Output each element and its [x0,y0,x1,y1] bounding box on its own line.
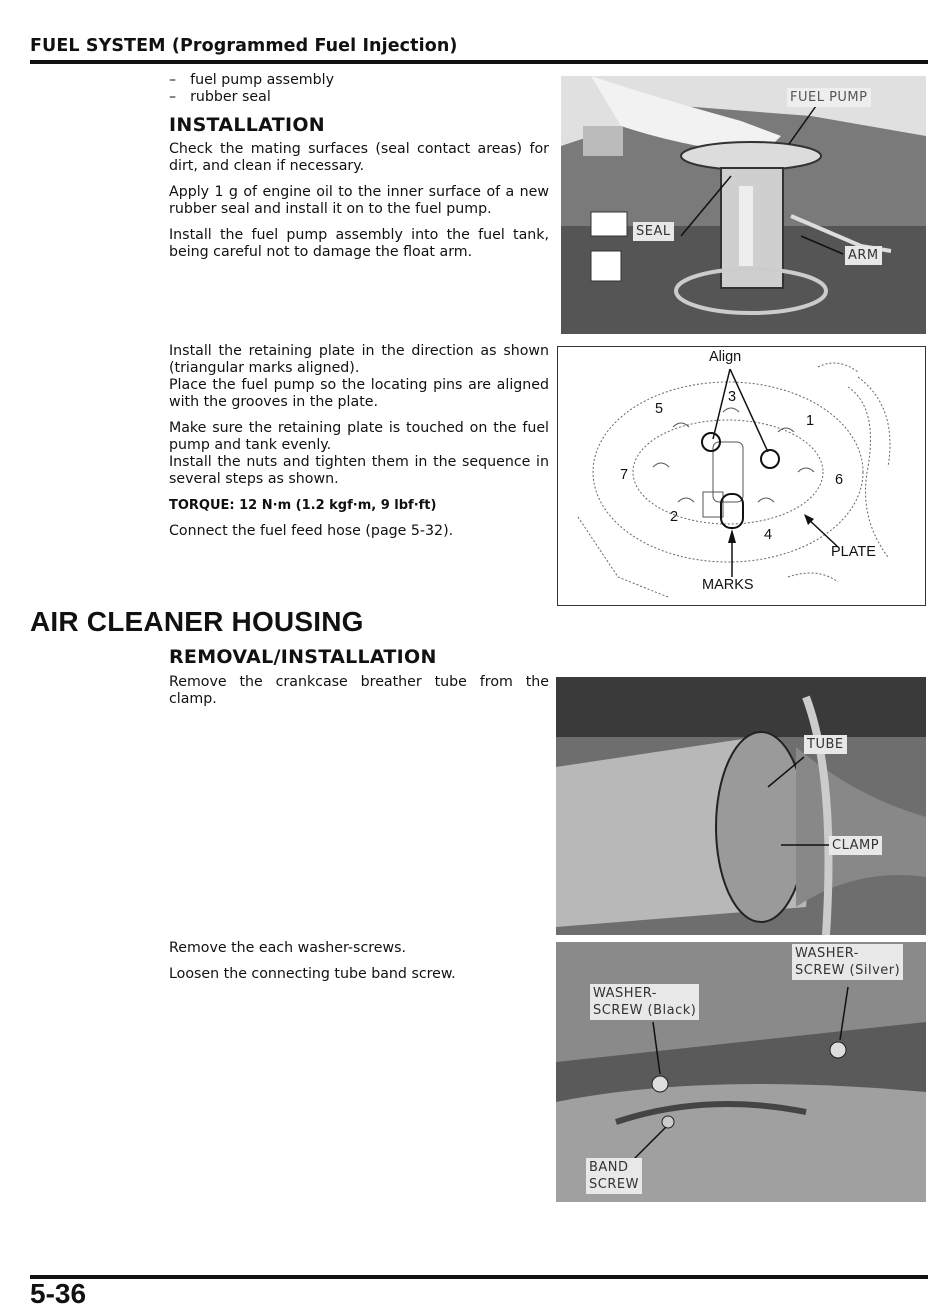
torque-spec: TORQUE: 12 N·m (1.2 kgf·m, 9 lbf·ft) [169,498,437,513]
paragraph: Remove the crankcase breather tube from the clamp. [169,674,549,707]
paragraph: Place the fuel pump so the locating pins are aligned with the grooves in the plate. [169,377,549,410]
retaining-plate-text [169,343,549,549]
paragraph: Check the mating surfaces (seal contact areas) for dirt, and clean if necessary. [169,141,549,174]
paragraph: Install the retaining plate in the direction as shown (triangular marks aligned). [169,343,549,376]
washer-screw-text [169,940,549,992]
nut-number: 7 [620,467,629,483]
band-screw-label: BAND SCREW [586,1158,642,1194]
washer-screw-photo [556,942,926,1202]
paragraph: Loosen the connecting tube band screw. [169,966,456,982]
retaining-plate-diagram [557,346,926,606]
tube-label: TUBE [804,735,847,754]
washer-screw-black-label: WASHER- SCREW (Black) [590,984,699,1020]
paragraph: Connect the fuel feed hose (page 5-32). [169,523,454,539]
align-label: Align [709,349,742,365]
header-rule [30,60,928,64]
fuel-pump-photo [561,76,926,334]
page-number: 5-36 [30,1278,87,1309]
footer-rule [30,1275,928,1279]
page-header-title: FUEL SYSTEM (Programmed Fuel Injection) [30,36,458,56]
paragraph: Install the nuts and tighten them in the sequence in several steps as shown. [169,454,549,487]
section-title: AIR CLEANER HOUSING [30,606,364,637]
list-item: – rubber seal [169,89,271,105]
marks-label: MARKS [702,577,754,593]
paragraph: Install the fuel pump assembly into the fuel tank, being careful not to damage the float arm. [169,227,549,260]
nut-number: 2 [670,509,679,525]
breather-tube-photo [556,677,926,935]
washer-screw-silver-label: WASHER- SCREW (Silver) [792,944,903,980]
fuel-pump-label: FUEL PUMP [787,88,871,107]
paragraph: Make sure the retaining plate is touched on the fuel pump and tank evenly. [169,420,549,453]
removal-list [169,72,549,106]
nut-number: 4 [764,527,773,543]
installation-text [169,141,549,270]
nut-number: 1 [806,413,815,429]
seal-label: SEAL [633,222,674,241]
list-item: – fuel pump assembly [169,72,334,88]
clamp-label: CLAMP [829,836,882,855]
arm-label: ARM [845,246,882,265]
breather-tube-text [169,674,549,717]
installation-heading: INSTALLATION [169,114,325,136]
paragraph: Remove the each washer-screws. [169,940,407,956]
nut-number: 6 [835,472,844,488]
nut-number: 3 [728,389,737,405]
nut-number: 5 [655,401,664,417]
paragraph: Apply 1 g of engine oil to the inner surface of a new rubber seal and install it on to the fuel pump. [169,184,549,217]
plate-label: PLATE [831,544,876,560]
removal-installation-heading: REMOVAL/INSTALLATION [169,646,437,668]
